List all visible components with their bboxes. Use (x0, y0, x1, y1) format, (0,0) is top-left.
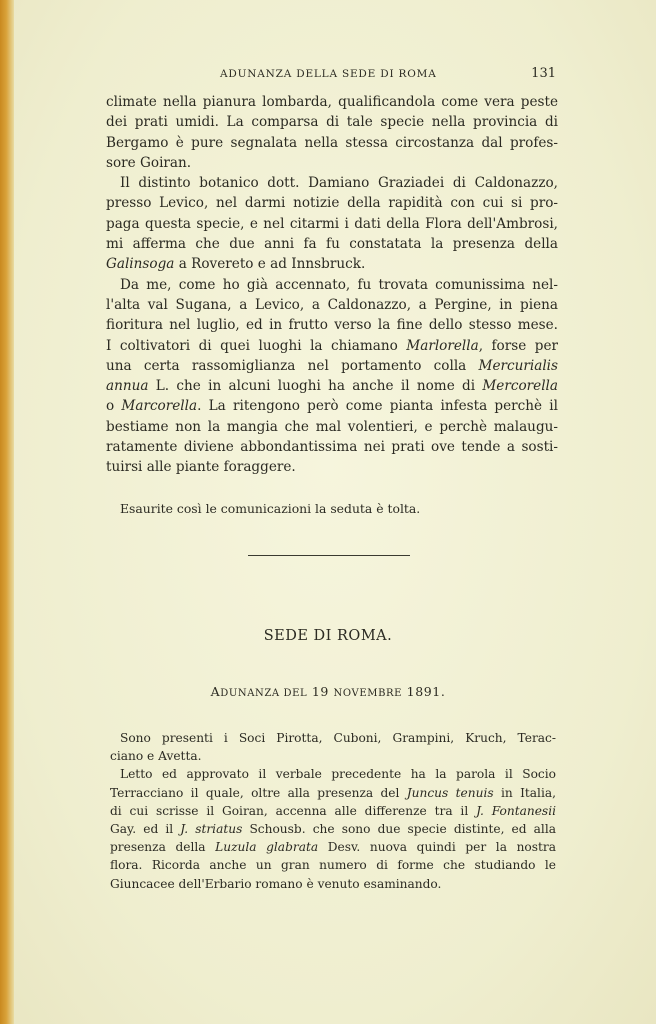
meeting-smallcaps: DUNANZA DEL (220, 688, 308, 699)
meeting-year: 1891. (402, 684, 446, 699)
text-span: a Rovereto e ad Innsbruck. (174, 256, 366, 273)
text-line (106, 376, 558, 396)
meeting-day: 19 (307, 684, 334, 699)
text-span: I coltivatori di quei luoghi la chiamano (106, 337, 407, 354)
text-line: sore Goiran. (106, 154, 192, 171)
text-line: Letto ed approvato il verbale precedente ha la parola il Socio (120, 767, 556, 782)
text-span: Desv. nuova quindi per la nostra (318, 840, 556, 855)
text-span: Gay. ed il (110, 822, 181, 837)
text-span: Terracciano il quale, oltre alla presenza del (110, 785, 407, 800)
page-number: 131 (531, 66, 556, 81)
running-head-title: ADUNANZA DELLA SEDE DI ROMA (220, 68, 437, 80)
italic-term: Marlorella (406, 337, 479, 354)
text-line: ciano e Avetta. (110, 749, 202, 764)
text-line (106, 356, 558, 376)
text-line: flora. Ricorda anche un gran numero di forme che studiando le (110, 858, 556, 873)
main-paragraphs (106, 92, 558, 478)
text-line: Da me, come ho già accennato, fu trovata comunissima nel- (120, 276, 558, 293)
text-span: una certa rassomiglianza nel portamento colla (106, 357, 479, 374)
text-line: ratamente diviene abbondantissima nei prati ove tende a sosti- (106, 439, 558, 456)
text-span: o (106, 398, 122, 415)
text-line: Bergamo è pure segnalata nella stessa circostanza dal profes- (106, 134, 558, 151)
text-line: presso Levico, nel darmi notizie della rapidità con cui si pro- (106, 195, 558, 212)
italic-term: Mercorella (482, 378, 558, 395)
text-line: Sono presenti i Soci Pirotta, Cuboni, Grampini, Kruch, Terac- (120, 731, 556, 745)
meeting-month: NOVEMBRE (333, 688, 403, 699)
italic-term: J. striatus (180, 822, 243, 837)
text-line (110, 838, 556, 856)
text-line: paga questa specie, e nel citarmi i dati della Flora dell'Ambrosi, (106, 215, 558, 232)
meeting-cap: A (210, 684, 221, 699)
text-span: L. che in alcuni luoghi ha anche il nome di (148, 378, 483, 395)
meeting-minutes (110, 729, 556, 893)
text-line: bestiame non la mangia che mal volentieri, e perchè malaugu- (106, 418, 558, 435)
text-line: dei prati umidi. La comparsa di tale specie nella provincia di (106, 114, 558, 131)
text-span: in Italia, (493, 785, 556, 800)
italic-term: J. Fontanesii (476, 803, 556, 818)
text-line (110, 802, 556, 820)
meeting-heading (0, 684, 656, 699)
text-span: di cui scrisse il Goiran, accenna alle differenze tra il (110, 803, 477, 818)
text-line (110, 784, 556, 802)
book-spine (0, 0, 14, 1024)
section-divider (248, 555, 410, 556)
text-span: Schousb. che sono due specie distinte, ed alla (242, 822, 556, 837)
text-line: Giuncacee dell'Erbario romano è venuto esaminando. (110, 876, 442, 891)
text-line (106, 336, 558, 356)
text-line (106, 254, 558, 274)
text-line: Il distinto botanico dott. Damiano Graziadei di Caldonazzo, (120, 175, 558, 192)
italic-term: Mercurialis (478, 357, 558, 374)
text-line (110, 820, 556, 838)
text-line: fioritura nel luglio, ed in frutto verso la fine dello stesso mese. (106, 317, 558, 334)
text-line (106, 396, 558, 416)
text-span: . La ritengono però come pianta infesta perchè il (197, 398, 558, 415)
text-line: mi afferma che due anni fa fu constatata la presenza della (106, 236, 558, 253)
running-head (106, 66, 556, 84)
italic-term: Marcorella (121, 398, 198, 415)
section-title: SEDE DI ROMA. (263, 628, 393, 644)
text-line: climate nella pianura lombarda, qualificandola come vera peste (106, 94, 558, 110)
italic-term: annua (106, 378, 149, 395)
italic-term: Juncus tenuis (406, 785, 494, 800)
text-span: , forse per (478, 337, 558, 354)
text-span: presenza della (110, 840, 216, 855)
text-line: l'alta val Sugana, a Levico, a Caldonazzo, a Pergine, in piena (106, 296, 558, 313)
closing-sentence: Esaurite così le comunicazioni la seduta è tolta. (120, 501, 421, 516)
italic-term: Luzula glabrata (215, 840, 319, 855)
text-line: tuirsi alle piante foraggere. (106, 459, 296, 476)
italic-term: Galinsoga (106, 256, 175, 273)
